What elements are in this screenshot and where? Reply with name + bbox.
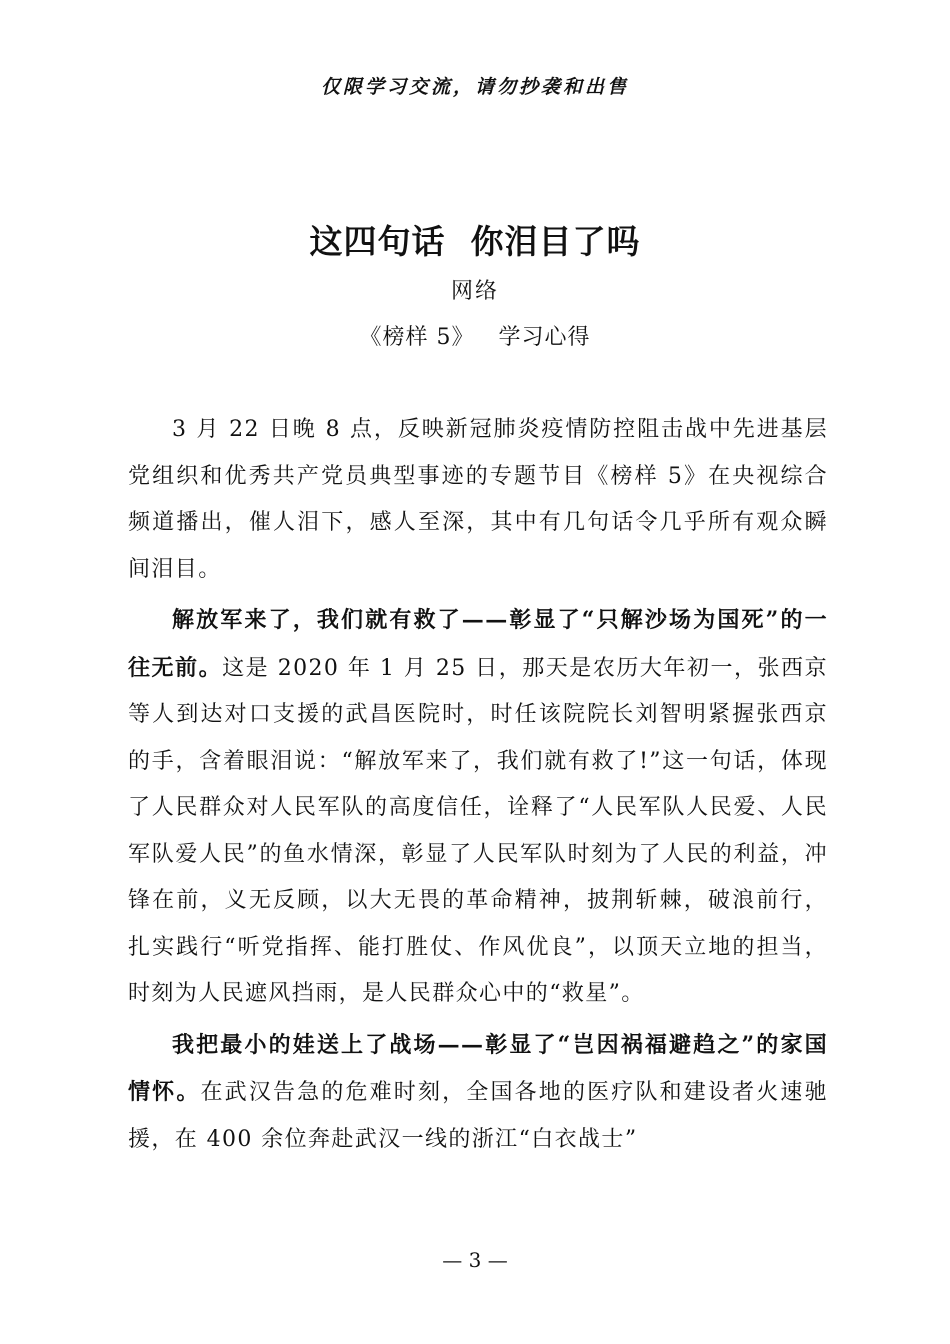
article-body xyxy=(128,406,828,1163)
paragraph-text: 在武汉告急的危难时刻，全国各地的医疗队和建设者火速驰援，在 400 余位奔赴武汉一线的浙江“白衣战士” xyxy=(128,1080,829,1152)
paragraph-lead: 解放军来了，我们就有救了——彰显了“只解沙场为国死”的一往无前。 xyxy=(128,607,828,681)
article-source: 网络 xyxy=(450,279,499,304)
article-title: 这四句话 你泪目了吗 xyxy=(309,222,641,261)
paragraph-lead: 我把最小的娃送上了战场——彰显了“岂因祸福避趋之”的家国情怀。 xyxy=(128,1031,828,1105)
article-tags: 《榜样 5》 学习心得 xyxy=(359,325,591,350)
page-number: — 3 — xyxy=(442,1248,508,1272)
paragraph-text: 3 月 22 日晚 8 点，反映新冠肺炎疫情防控阻击战中先进基层党组织和优秀共产党员典型事迹的专题节目《榜样 5》在央视综合频道播出，催人泪下，感人至深，其中有几句话令几乎所有观众瞬间泪目。 xyxy=(128,417,828,582)
paragraph-intro xyxy=(128,406,828,593)
copyright-notice: 仅限学习交流，请勿抄袭和出售 xyxy=(320,76,629,98)
paragraph-pla xyxy=(128,597,828,1018)
paragraph-text: 这是 2020 年 1 月 25 日，那天是农历大年初一，张西京等人到达对口支援的武昌医院时，时任该院院长刘智明紧握张西京的手，含着眼泪说：“解放军来了，我们就有救了!”这一句话，体现了人民群众对人民军队的高度信任，诠释了“人民军队人民爱、人民军队爱人民”的鱼水情深，彰显了人民军队时刻为了人民的利益，冲锋在前，义无反顾，以大无畏的革命精神，披荆斩棘，破浪前行，扎实践行“听党指挥、能打胜仗、作风优良”，以顶天立地的担当，时刻为人民遮风挡雨，是人民群众心中的“救星”。 xyxy=(128,655,828,1006)
paragraph-youngest-child xyxy=(128,1022,828,1164)
